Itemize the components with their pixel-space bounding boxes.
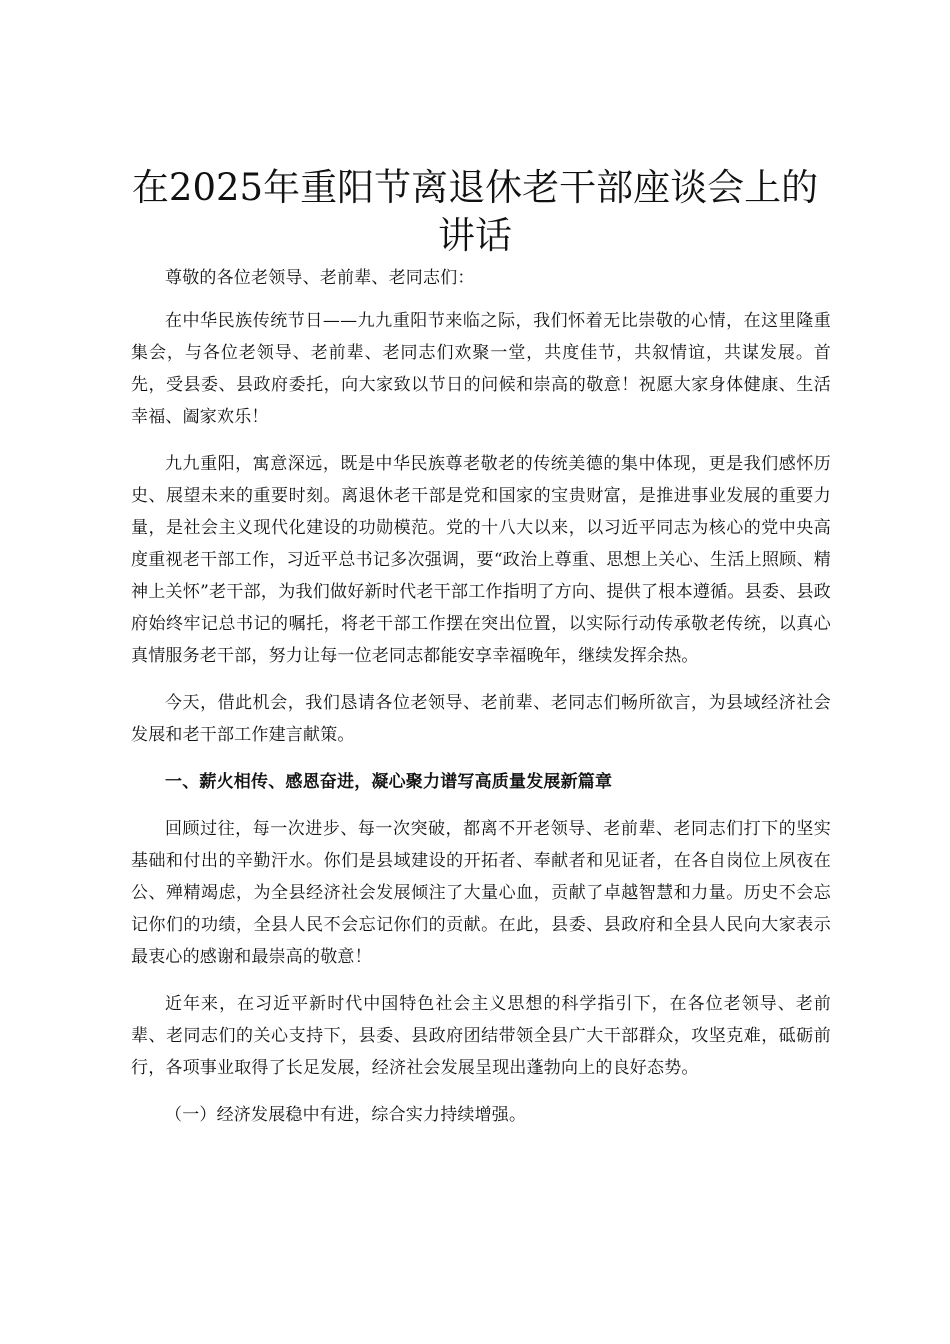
- document-body: [131, 262, 831, 1146]
- greeting-paragraph: 尊敬的各位老领导、老前辈、老同志们：: [165, 268, 475, 288]
- subsection-heading: （一）经济发展稳中有进，综合实力持续增强。: [165, 1105, 527, 1125]
- body-paragraph: 近年来，在习近平新时代中国特色社会主义思想的科学指引下，在各位老领导、老前辈、老同志们的关心支持下，县委、县政府团结带领全县广大干部群众，攻坚克难，砥砺前行，各项事业取得了长足发展，经济社会发展呈现出蓬勃向上的良好态势。: [131, 994, 831, 1078]
- body-paragraph: 在中华民族传统节日——九九重阳节来临之际，我们怀着无比崇敬的心情，在这里隆重集会，与各位老领导、老前辈、老同志们欢聚一堂，共度佳节，共叙情谊，共谋发展。首先，受县委、县政府委托，向大家致以节日的问候和崇高的敬意！祝愿大家身体健康、生活幸福、阖家欢乐！: [131, 311, 831, 427]
- body-paragraph: 九九重阳，寓意深远，既是中华民族尊老敬老的传统美德的集中体现，更是我们感怀历史、展望未来的重要时刻。离退休老干部是党和国家的宝贵财富，是推进事业发展的重要力量，是社会主义现代化建设的功勋模范。党的十八大以来，以习近平同志为核心的党中央高度重视老干部工作，习近平总书记多次强调，要“政治上尊重、思想上关心、生活上照顾、精神上关怀”老干部，为我们做好新时代老干部工作指明了方向、提供了根本遵循。县委、县政府始终牢记总书记的嘱托，将老干部工作摆在突出位置，以实际行动传承敬老传统，以真心真情服务老干部，努力让每一位老同志都能安享幸福晚年，继续发挥余热。: [131, 454, 831, 666]
- document-title: 在2025年重阳节离退休老干部座谈会上的讲话: [131, 166, 819, 257]
- section-heading: 一、薪火相传、感恩奋进，凝心聚力谱写高质量发展新篇章: [165, 772, 613, 792]
- body-paragraph: 今天，借此机会，我们恳请各位老领导、老前辈、老同志们畅所欲言，为县域经济社会发展和老干部工作建言献策。: [131, 693, 831, 745]
- body-paragraph: 回顾过往，每一次进步、每一次突破，都离不开老领导、老前辈、老同志们打下的坚实基础和付出的辛勤汗水。你们是县域建设的开拓者、奉献者和见证者，在各自岗位上夙夜在公、殚精竭虑，为全县经济社会发展倾注了大量心血，贡献了卓越智慧和力量。历史不会忘记你们的功绩，全县人民不会忘记你们的贡献。在此，县委、县政府和全县人民向大家表示最衷心的感谢和最崇高的敬意！: [131, 819, 831, 967]
